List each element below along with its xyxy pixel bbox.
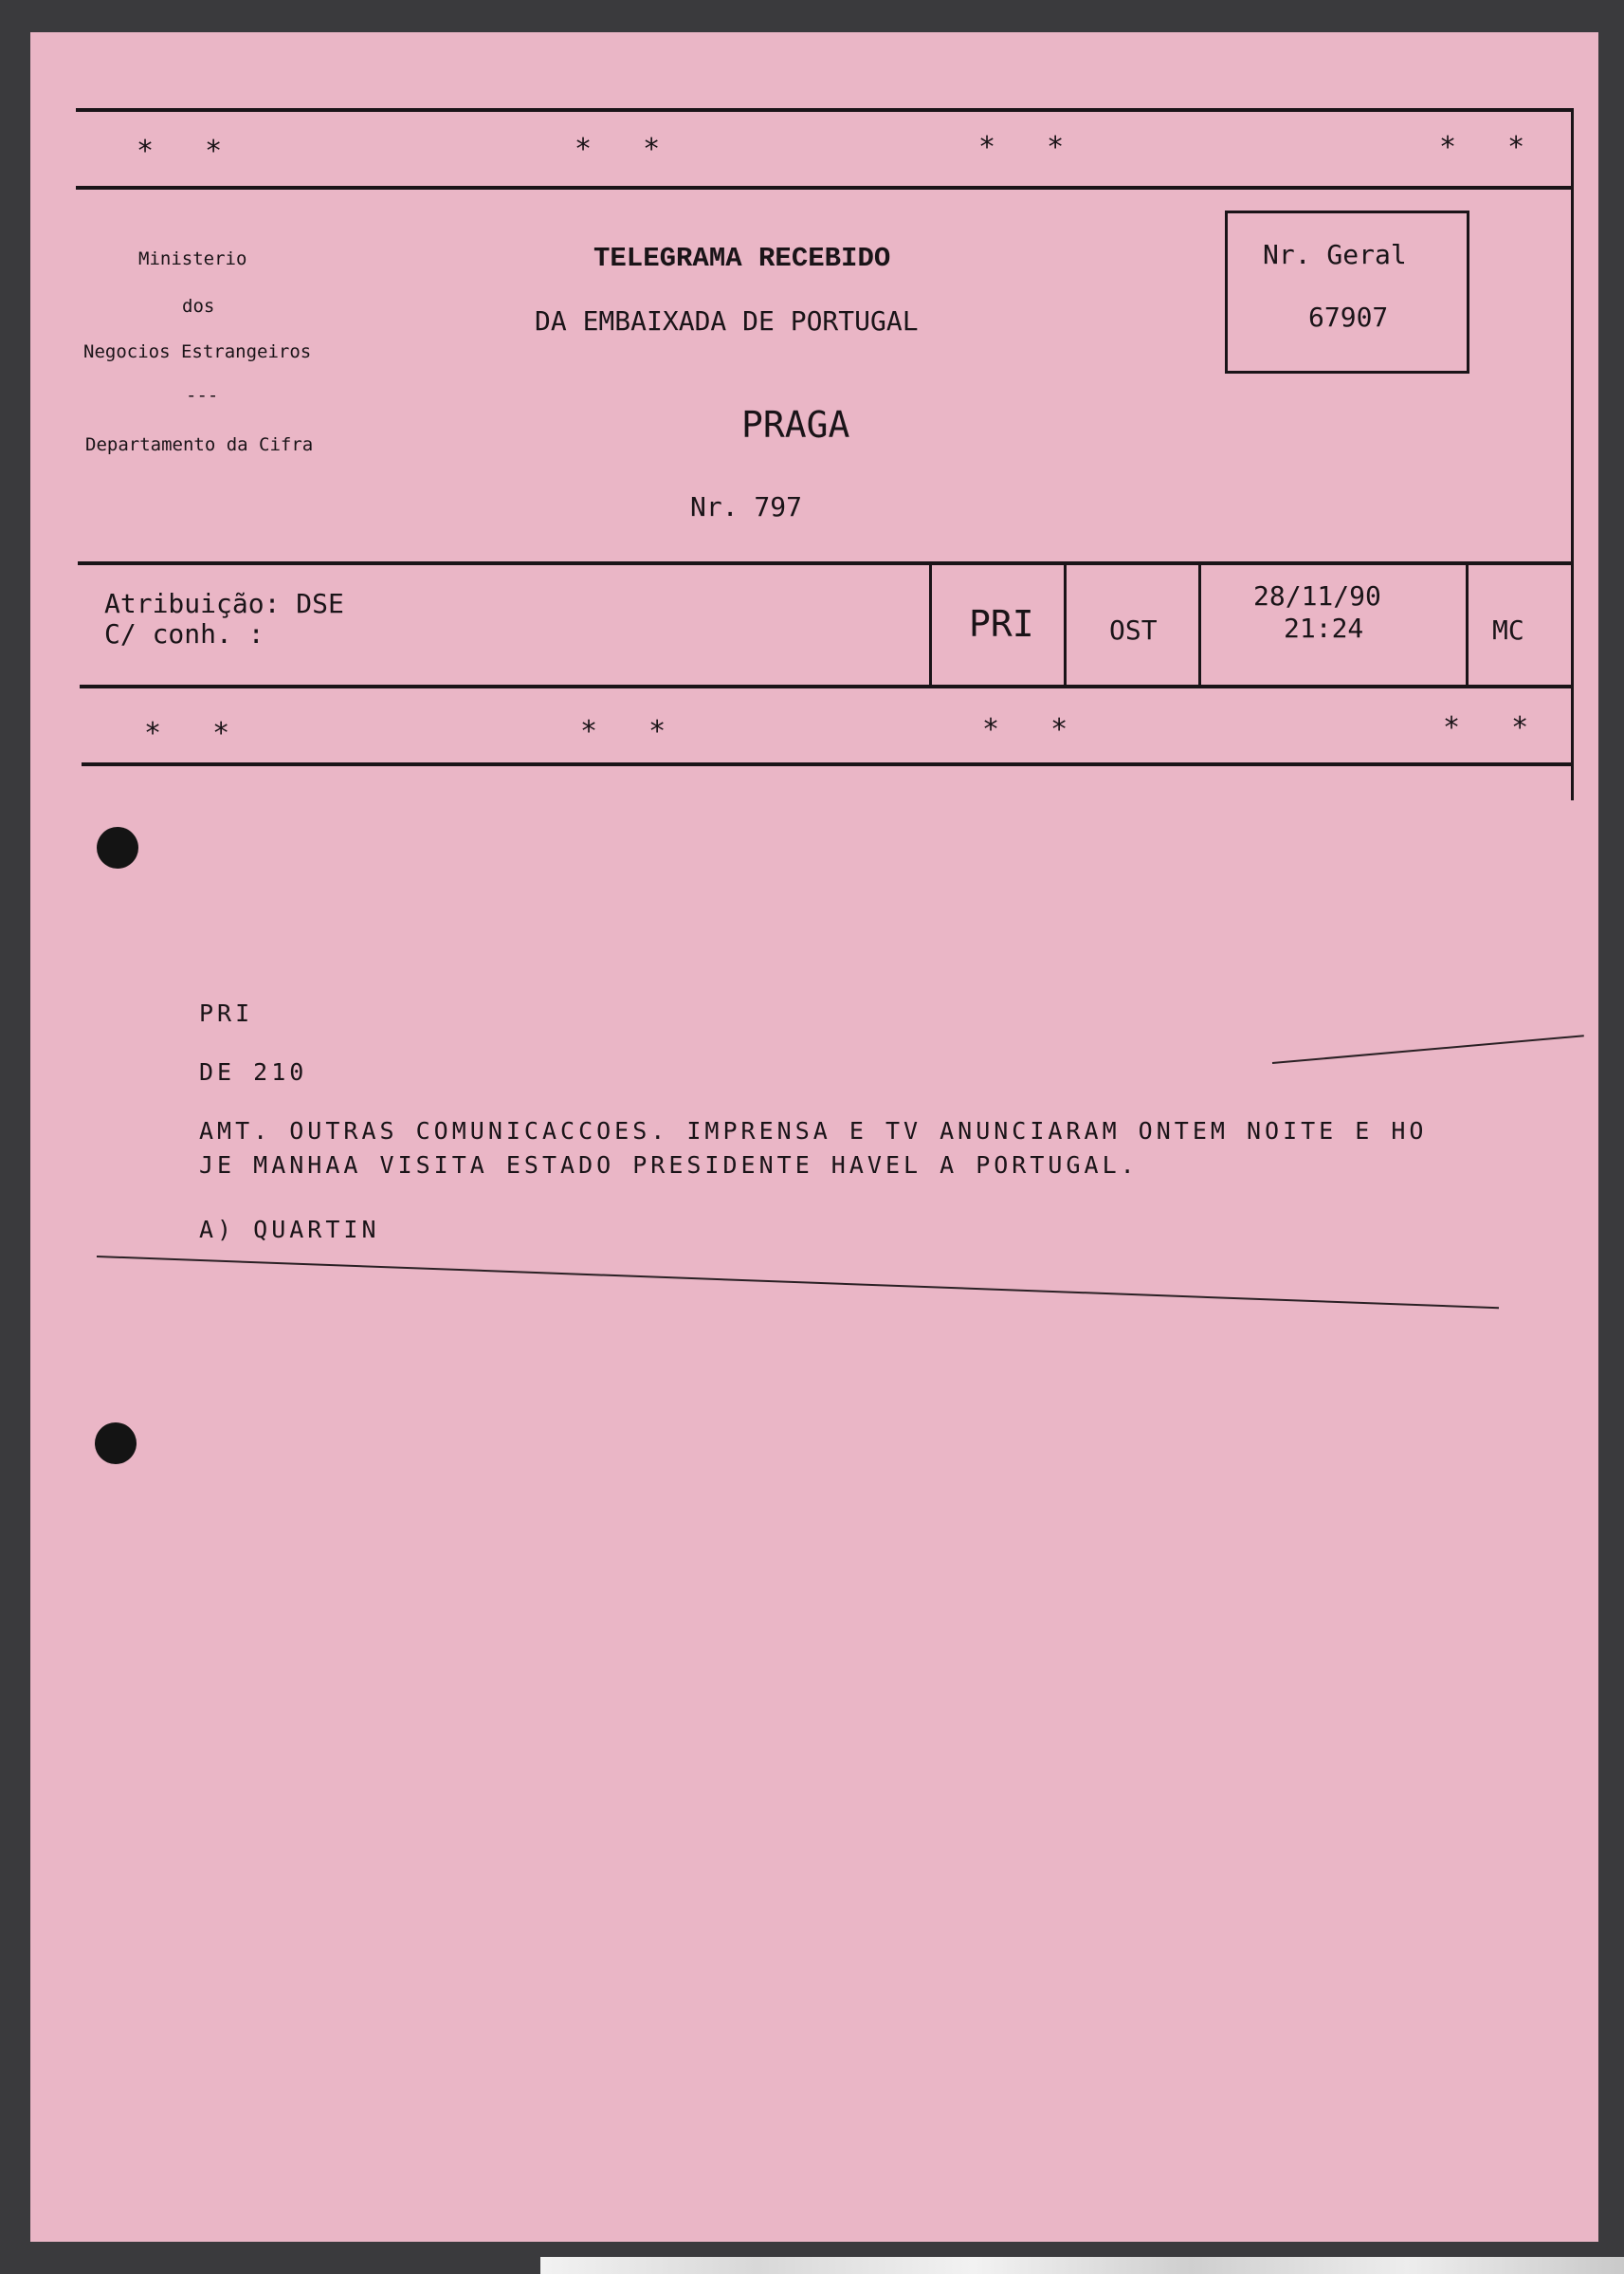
pen-stroke-upper — [1272, 1035, 1584, 1064]
geral-label: Nr. Geral — [1263, 239, 1407, 270]
bottom-stars-2: * * — [580, 715, 684, 748]
city-name: PRAGA — [741, 404, 850, 446]
geral-number-box — [1225, 211, 1469, 374]
punch-hole-top — [97, 827, 138, 869]
priority-cell: PRI — [969, 603, 1034, 645]
time-cell: 21:24 — [1284, 613, 1364, 644]
message-reference: DE 210 — [199, 1058, 308, 1086]
ministry-line-3: Negocios Estrangeiros — [83, 341, 312, 362]
info-divider-4 — [1466, 563, 1469, 685]
message-line-2: JE MANHAA VISITA ESTADO PRESIDENTE HAVEL A PORTUGAL. — [199, 1151, 1139, 1179]
info-divider-3 — [1198, 563, 1201, 685]
info-row-top-line — [78, 561, 1574, 565]
info-divider-1 — [929, 563, 932, 685]
bottom-border-line — [82, 762, 1574, 766]
top-border-line — [76, 108, 1574, 112]
atribuicao-field: Atribuição: DSE — [104, 588, 344, 619]
conhecimento-field: C/ conh. : — [104, 618, 265, 650]
telegram-title: TELEGRAMA RECEBIDO — [593, 243, 891, 274]
ministry-separator: --- — [186, 385, 219, 406]
date-cell: 28/11/90 — [1253, 580, 1381, 612]
punch-hole-bottom — [95, 1422, 137, 1464]
info-row-bottom-line — [80, 685, 1574, 688]
bottom-stars-4: * * — [1443, 711, 1546, 744]
scan-edge-strip — [540, 2257, 1624, 2274]
ministry-line-1: Ministerio — [138, 248, 247, 269]
info-divider-2 — [1064, 563, 1067, 685]
operator-cell: MC — [1492, 614, 1524, 646]
top-stars-3: * * — [978, 131, 1082, 164]
top-stars-2: * * — [575, 133, 678, 166]
message-priority: PRI — [199, 999, 254, 1027]
message-line-1: AMT. OUTRAS COMUNICACCOES. IMPRENSA E TV ANUNCIARAM ONTEM NOITE E HO — [199, 1117, 1428, 1145]
telegram-number: Nr. 797 — [690, 491, 803, 523]
ministry-department: Departamento da Cifra — [85, 434, 314, 455]
ministry-line-2: dos — [182, 296, 215, 317]
top-stars-1: * * — [137, 135, 240, 168]
header-right-border — [1571, 108, 1574, 800]
embassy-title: DA EMBAIXADA DE PORTUGAL — [535, 305, 919, 337]
bottom-stars-1: * * — [144, 717, 247, 750]
telegram-page — [30, 32, 1598, 2242]
code-cell: OST — [1109, 614, 1158, 646]
message-signature: A) QUARTIN — [199, 1216, 380, 1243]
pen-stroke-lower — [97, 1256, 1499, 1309]
bottom-stars-3: * * — [982, 713, 1086, 746]
header-top-line — [76, 186, 1574, 190]
geral-value: 67907 — [1308, 302, 1389, 333]
top-stars-4: * * — [1439, 131, 1542, 164]
